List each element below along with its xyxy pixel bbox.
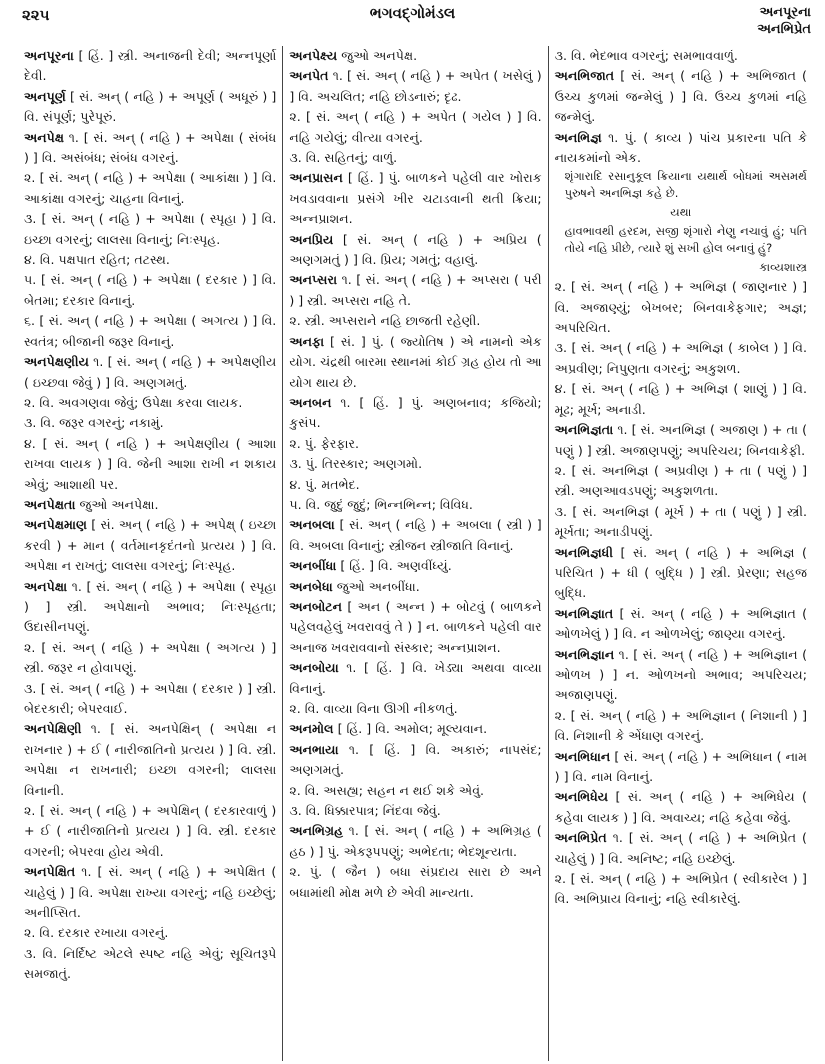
dictionary-entry xyxy=(555,645,807,747)
entry-headword: અનભિધેય xyxy=(554,789,609,805)
quote-source: કાવ્યશાસ્ત્ર xyxy=(759,259,807,274)
dictionary-entry xyxy=(289,740,541,822)
entry-headword: અનપેક્ષિત xyxy=(24,864,76,880)
page-number: ૨૨૫ xyxy=(22,6,50,24)
sense-text: ૧. [ સં. અન્ ( નહિ ) + અપેક્ષા ( સ્પૃહા ) ] સ્ત્રી. અપેક્ષાનો અભાવ; નિઃસ્પૃહતા; ઉદાસીનપણું. xyxy=(24,578,277,635)
sense-text: ૩. વિ. જરૂર વગરનું; નકામું. xyxy=(24,415,164,431)
entry-sense xyxy=(289,821,541,862)
entry-sense xyxy=(289,148,541,168)
dictionary-entry xyxy=(555,46,807,66)
entry-sense xyxy=(289,332,541,393)
dictionary-entry xyxy=(289,597,541,658)
entry-headword: અનભિધાન xyxy=(554,748,611,764)
entry-headword: અનપ્રિય xyxy=(289,231,334,247)
sense-text: ૧. [ સં. અન્ ( નહિ ) + અપ્સરા ( પરી ) ] સ્ત્રી. અપ્સરા નહિ તે. xyxy=(289,272,542,308)
sense-text: ૧. [ સં. અન્ ( નહિ ) + અભિગ્રહ ( હઠ ) ] પું. એકરૂપપણું; અભેદતા; ભેદશૂન્યતા. xyxy=(289,823,542,859)
sense-text: ૨. વિ. અવગણવા જેવું; ઉપેક્ષા કરવા લાયક. xyxy=(24,394,243,410)
entry-sense xyxy=(24,434,276,495)
sense-text: ૧. [ સં. અનપેક્ષિન્ ( અપેક્ષા ન રાખનાર ) + ઈ ( નારીજાતિનો પ્રત્યય ) ] વિ. સ્ત્રી. અપેક્ષા ન રાખનારી; ઇચ્છા વગરની; લાલસા વિનાની. xyxy=(24,721,277,798)
sense-text: ૩. વિ. ધિક્કારપાત્ર; નિંદવા જેવું. xyxy=(289,803,441,819)
dictionary-entry xyxy=(555,66,807,127)
sense-text: ૧. [ સં. અન્ ( નહિ ) + અપેક્ષા ( સંબંધ ) ] વિ. અસંબંધ; સંબંધ વગરનું. xyxy=(24,129,277,166)
sense-text: ૧. [ સં. અન્ ( નહિ ) + અપેક્ષિત ( ચાહેલું ) ] વિ. અપેક્ષા રાખ્યા વગરનું; નહિ ઇચ્છેલું; અનીપ્સિત. xyxy=(24,864,277,921)
sense-text: ૨. પું. ( જૈન ) બધા સંપ્રદાય સારા છે અને બધામાંથી મોક્ષ મળે છે એવી માન્યતા. xyxy=(289,864,542,900)
entry-sense xyxy=(24,209,276,250)
sense-text: ૩. [ સં. અનભિજ્ઞ ( મૂર્ખ ) + તા ( પણું ) ] સ્ત્રી. મૂર્ખતા; અનાડીપણું. xyxy=(554,503,807,540)
entry-headword: અનફા xyxy=(289,333,325,349)
sense-text: [ સં. અન્ ( નહિ ) + અભિજ્ઞ ( પરિચિત ) + ધી ( બુદ્ધિ ) ] સ્ત્રી. પ્રેરણા; સહજ બુદ્ધિ. xyxy=(554,544,807,601)
entry-sense xyxy=(555,543,807,604)
entry-sense xyxy=(24,393,276,413)
page-header xyxy=(0,0,825,44)
dictionary-entry xyxy=(555,828,807,910)
entry-headword: અનપેક્ષા xyxy=(24,578,68,594)
dictionary-entry xyxy=(24,577,276,720)
entry-headword: અનભિગ્રહ xyxy=(289,823,344,839)
entry-headword: અનબોટન xyxy=(289,598,342,614)
entry-sense xyxy=(24,168,276,209)
entry-sense xyxy=(555,420,807,461)
entry-sense xyxy=(555,869,807,910)
guide-word-first: અનપૂરના xyxy=(759,5,811,20)
entry-headword: અનપેક્ષ્ય xyxy=(289,48,338,63)
sense-text: [ સં. અન્ ( નહિ ) + અપેક્ષ્ ( ઇચ્છા કરવી ) + માન ( વર્તમાનકૃદંતનો પ્રત્યય ) ] વિ. અપેક્ષા ન રાખતું; લાલસા વગરનું; નિઃસ્પૃહ. xyxy=(24,517,277,574)
sense-text: [ સં. અન્ ( નહિ ) + અભિધેય ( કહેવા લાયક ) ] વિ. અવાચ્ય; નહિ કહેવા જેવું. xyxy=(554,789,807,825)
entry-headword: અનપૂર્ણ xyxy=(24,88,66,104)
dictionary-entry xyxy=(289,577,541,597)
entry-sense xyxy=(555,66,807,127)
dictionary-columns xyxy=(18,46,813,1061)
dictionary-entry xyxy=(555,128,807,420)
entry-headword: અનપૂરના xyxy=(24,48,74,63)
entry-headword: અનપેક્ષમાણ xyxy=(24,517,87,533)
entry-headword: અનમોલ xyxy=(289,721,334,737)
column-2 xyxy=(282,46,547,1061)
sense-text: ૨. વિ. અસહ્ય; સહન ન થઈ શકે એવું. xyxy=(289,782,485,798)
entry-sense xyxy=(289,862,541,903)
entry-headword: અનબીંધા xyxy=(289,558,337,574)
entry-sense xyxy=(24,719,276,801)
entry-sense xyxy=(555,706,807,747)
entry-sense xyxy=(289,168,541,229)
entry-sense xyxy=(24,679,276,720)
entry-sense xyxy=(24,862,276,923)
sense-text: જુઓ અનબીંધા. xyxy=(336,578,420,594)
entry-headword: અનપેત xyxy=(289,68,329,84)
sense-text: [ હિં. ] વિ. અણવીંધ્યું. xyxy=(340,558,452,574)
entry-headword: અનપ્રાસન xyxy=(289,170,343,186)
sense-text: ૧. પું. ( કાવ્ય ) પાંચ પ્રકારના પતિ કે નાયકમાંનો એક. xyxy=(554,129,807,166)
entry-sense xyxy=(555,502,807,543)
dictionary-entry xyxy=(289,556,541,576)
entry-sense xyxy=(289,270,541,311)
sense-text: [ સં. અન્ ( નહિ ) + અપૂર્ણ ( અધૂરું ) ] વિ. સંપૂર્ણ; પુરેપૂરું. xyxy=(24,88,277,125)
dictionary-entry xyxy=(24,87,276,128)
entry-sense xyxy=(289,454,541,474)
entry-sense xyxy=(289,495,541,515)
entry-sense xyxy=(24,515,276,576)
entry-headword: અનબેધા xyxy=(289,578,333,594)
entry-sense: ૪. [ સં. અન્ ( નહિ ) + અભિજ્ઞ ( શાણું ) ] વિ. મૂઢ; મૂર્ખ; અનાડી. xyxy=(554,381,807,417)
entry-sense xyxy=(24,352,276,393)
book-title: ભગવદ્ગોમંડલ xyxy=(369,4,456,22)
entry-sense xyxy=(24,46,276,87)
sense-text: [ હિં. ] વિ. અમોલ; મૂલ્યવાન. xyxy=(337,721,488,737)
entry-sense: ૩. [ સં. અન્ ( નહિ ) + અભિજ્ઞ ( કાબેલ ) ] વિ. અપ્રવીણ; નિપુણતા વગરનું; અકુશળ. xyxy=(554,340,807,376)
dictionary-entry xyxy=(289,270,541,331)
sense-text: ૨. [ સં. અન્ ( નહિ ) + અભિજ્ઞાન ( નિશાની ) ] વિ. નિશાની કે એંધાણ વગરનું. xyxy=(554,707,807,744)
entry-headword: અનભિજ્ઞાત xyxy=(554,605,614,621)
sense-text: ૨. સ્ત્રી. અપ્સરાને નહિ છાજતી રહેણી. xyxy=(289,313,481,329)
entry-sense xyxy=(289,230,541,271)
entry-sense xyxy=(24,270,276,311)
entry-sense xyxy=(289,515,541,556)
sense-text: ૨. [ સં. અન્ ( નહિ ) + અપેક્ષા ( આકાંક્ષા ) ] વિ. આકાંક્ષા વગરનું; ચાહના વિનાનું. xyxy=(24,170,277,206)
entry-sense xyxy=(289,46,541,66)
sense-text: ૩. [ સં. અન્ ( નહિ ) + અપેક્ષા ( સ્પૃહા ) ] વિ. ઇચ્છા વગરનું; લાલસા વિનાનું; નિઃસ્પૃહ. xyxy=(24,211,277,247)
entry-sense xyxy=(24,577,276,638)
sense-text: [ સં. અન્ ( નહિ ) + અભિજાત ( ઉચ્ચ કુળમાં જન્મેલું ) ] વિ. ઉચ્ચ કુળમાં નહિ જન્મેલું. xyxy=(554,68,807,125)
entry-sense xyxy=(289,434,541,454)
entry-sense xyxy=(289,66,541,107)
dictionary-entry xyxy=(24,719,276,862)
entry-sense xyxy=(289,311,541,331)
entry-sense xyxy=(24,128,276,169)
entry-sense xyxy=(289,475,541,495)
entry-sense xyxy=(555,645,807,706)
sense-text: ૩. વિ. સહિતનું; વાળું. xyxy=(289,150,398,166)
entry-headword: અનભિપ્રેત xyxy=(554,830,607,846)
entry-sense xyxy=(289,740,541,781)
entry-headword: અનભિજ્ઞ xyxy=(554,129,602,145)
sense-text: ૨. વિ. વાવ્યા વિના ઊગી નીકળતું. xyxy=(289,701,458,716)
entry-sense: ૨. [ સં. અન્ ( નહિ ) + અભિજ્ઞ ( જાણનાર ) ] વિ. અજાણ્યું; બેખબર; બિનવાકેફગાર; અજ્ઞ; અપરિચિત. xyxy=(554,279,807,336)
dictionary-entry xyxy=(555,543,807,604)
column-3 xyxy=(548,46,813,1061)
entry-headword: અનપ્સરા xyxy=(289,272,338,288)
sense-text: ૨. [ સં. અન્ ( નહિ ) + અપેક્ષા ( અગત્ય ) ] સ્ત્રી. જરૂર ન હોવાપણું. xyxy=(24,639,277,676)
verse-quote: હાવભાવથી હરદમ, સજી શૃંગારો નેણુ નચાવું હું; પતિ તોયે નહિ પ્રીછે, ત્યારે શું સખી હોલ બનાવું હું? xyxy=(564,223,807,255)
sense-text: ૨. પું. ફેરફાર. xyxy=(289,435,360,451)
entry-sense xyxy=(24,801,276,862)
usage-note: શૃંગારાદિ રસાનુકૂલ ક્રિયાના યથાર્થ બોધમાં અસમર્થ પુરુષને અનભિજ્ઞ કહે છે. xyxy=(564,169,807,201)
entry-sense xyxy=(289,393,541,434)
entry-sense xyxy=(289,781,541,801)
sense-text: [ સં. અન્ ( નહિ ) + અભિધાન ( નામ ) ] વિ. નામ વિનાનું. xyxy=(554,748,807,784)
sense-text: ૧. [ સં. અન્ ( નહિ ) + અપેત ( ખસેલું ) ] વિ. અચલિત; નહિ છોડનારું; દૃઢ. xyxy=(289,68,542,104)
entry-headword: અનભિજ્ઞતા xyxy=(554,422,614,438)
sense-text: ૨. [ સં. અન્ ( નહિ ) + અભિપ્રેત ( સ્વીકારેલ ) ] વિ. અભિપ્રાય વિનાનું; નહિ સ્વીકારેલું. xyxy=(554,871,807,907)
dictionary-entry xyxy=(289,515,541,556)
example-label: યથા xyxy=(670,205,692,220)
entry-sense xyxy=(555,828,807,869)
entry-sense xyxy=(24,250,276,270)
dictionary-entry xyxy=(555,787,807,828)
sense-text: [ હિં. ] પું. બાળકને પહેલી વાર ખોરાક ખવડાવવાના પ્રસંગે ખીર ચટાડવાની થતી ક્રિયા; અન્નપ્રાશન. xyxy=(289,170,542,227)
sense-text: ૬. [ સં. અન્ ( નહિ ) + અપેક્ષા ( અગત્ય ) ] વિ. સ્વતંત્ર; બીજાની જરૂર વિનાનું. xyxy=(24,313,277,349)
entry-headword: અનભાયા xyxy=(289,741,339,757)
entry-sense xyxy=(289,577,541,597)
entry-sense xyxy=(24,87,276,128)
entry-headword: અનભિજ્ઞધી xyxy=(554,544,613,560)
guide-words xyxy=(757,4,811,38)
sense-text: [ સં. અન્ ( નહિ ) + અબલા ( સ્ત્રી ) ] વિ. અબલા વિનાનું; સ્ત્રીજન સ્ત્રીજાતિ વિનાનું. xyxy=(289,517,542,553)
sense-text: ૩. [ સં. અન્ ( નહિ ) + અપેક્ષા ( દરકાર ) ] સ્ત્રી. બેદરકારી; બેપરવાઈ. xyxy=(24,680,277,716)
entry-sense xyxy=(24,311,276,352)
sense-text: ૩. વિ. ભેદભાવ વગરનું; સમભાવવાળું. xyxy=(554,48,738,63)
dictionary-entry xyxy=(555,747,807,788)
entry-headword: અનપેક્ષણીય xyxy=(24,354,89,370)
dictionary-entry xyxy=(289,230,541,271)
dictionary-entry xyxy=(24,495,276,515)
entry-sense xyxy=(289,658,541,699)
column-1 xyxy=(18,46,282,1061)
entry-sense xyxy=(555,461,807,502)
entry-sense xyxy=(24,495,276,515)
sense-text: ૪. પું. મતભેદ. xyxy=(289,476,360,492)
sense-text: ૪. વિ. પક્ષપાત રહિત; તટસ્થ. xyxy=(24,252,170,268)
sense-text: ૩. પું. તિરસ્કાર; અણગમો. xyxy=(289,456,423,472)
entry-sense xyxy=(289,556,541,576)
entry-headword: અનભિજ્ઞાન xyxy=(554,646,615,662)
dictionary-entry xyxy=(289,66,541,168)
dictionary-entry xyxy=(289,393,541,515)
entry-headword: અનબોયા xyxy=(289,660,339,676)
sense-text: ૪. [ સં. અન્ ( નહિ ) + અપેક્ષણીય ( આશા રાખવા લાયક ) ] વિ. જેની આશા રાખી ન શકાય એવું; આશાથી પર. xyxy=(24,435,277,492)
entry-sense xyxy=(24,923,276,943)
sense-text: ૫. વિ. જુદું જુદું; ભિન્નભિન્ન; વિવિધ. xyxy=(289,496,473,512)
sense-text: ૫. [ સં. અન્ ( નહિ ) + અપેક્ષા ( દરકાર ) ] વિ. બેતમા; દરકાર વિનાનું. xyxy=(24,272,277,308)
dictionary-entry xyxy=(289,168,541,229)
entry-sense xyxy=(555,747,807,788)
dictionary-entry xyxy=(289,821,541,903)
entry-sense xyxy=(24,944,276,985)
entry-sense xyxy=(555,604,807,645)
entry-sense xyxy=(555,787,807,828)
dictionary-entry xyxy=(555,420,807,542)
entry-sense xyxy=(289,699,541,719)
sense-text: જુઓ અનપેક્ષા. xyxy=(79,496,159,512)
entry-headword: અનબલા xyxy=(289,517,335,533)
entry-sense xyxy=(289,719,541,739)
dictionary-entry xyxy=(24,862,276,984)
dictionary-entry xyxy=(555,604,807,645)
entry-headword: અનપેક્ષતા xyxy=(24,496,76,512)
entry-sense xyxy=(289,107,541,148)
sense-text: ૧. [ સં. અન્ ( નહિ ) + અભિપ્રેત ( ચાહેલું ) ] વિ. અનિષ્ટ; નહિ ઇચ્છેલું. xyxy=(554,830,807,866)
entry-headword: અનપેક્ષિણી xyxy=(24,721,82,737)
sense-text: ૧. [ સં. અન્ ( નહિ ) + અભિજ્ઞાન ( ઓળખ ) ] ન. ઓળખનો અભાવ; અપરિચય; અજાણપણું. xyxy=(554,646,807,703)
entry-sense xyxy=(555,46,807,66)
dictionary-entry xyxy=(24,46,276,87)
entry-sense xyxy=(289,801,541,821)
entry-headword: અનબન xyxy=(289,394,332,410)
entry-headword: અનપેક્ષ xyxy=(24,129,64,145)
sense-text: ૧. [ હિં. ] વિ. ખેડ્યા અથવા વાવ્યા વિનાનું. xyxy=(289,660,542,696)
sense-text: [ હિં. ] સ્ત્રી. અનાજની દેવી; અન્નપૂર્ણા દેવી. xyxy=(24,48,277,84)
sense-text: ૧. [ સં. અન્ ( નહિ ) + અપેક્ષણીય ( ઇચ્છવા જેવું ) ] વિ. અણગમતું. xyxy=(24,354,277,390)
sense-text: [ અન ( અન્ન ) + બોટવું ( બાળકને પહેલવહેલું ખવરાવવું તે ) ] ન. બાળકને પહેલી વાર અનાજ ખવરાવવાનો સંસ્કાર; અન્નપ્રાશન. xyxy=(289,598,542,655)
sense-text: ૧. [ હિં. ] વિ. અકારું; નાપસંદ; અણગમતું. xyxy=(289,741,542,778)
dictionary-entry xyxy=(289,46,541,66)
sense-text: ૧. [ સં. અનભિજ્ઞ ( અજાણ ) + તા ( પણું ) ] સ્ત્રી. અજાણપણું; અપરિચય; બિનવાકેફી. xyxy=(554,422,807,458)
entry-sense xyxy=(555,128,807,169)
sense-text: [ સં. અન્ ( નહિ ) + અભિજ્ઞાત ( ઓળખેલું ) ] વિ. ન ઓળખેલું; જાણ્યા વગરનું. xyxy=(554,605,807,642)
entry-sense xyxy=(24,413,276,433)
sense-text: ૨. [ સં. અન્ ( નહિ ) + અપેત ( ગયેલ ) ] વિ. નહિ ગયેલું; વીત્યા વગરનું. xyxy=(289,109,542,145)
sense-text: [ સં. ] પું. ( જ્યોતિષ ) એ નામનો એક યોગ. ચંદ્રથી બારમા સ્થાનમાં કોઈ ગ્રહ હોય તો આ યોગ થાય છે. xyxy=(289,333,542,390)
sense-text: ૨. [ સં. અનભિજ્ઞ ( અપ્રવીણ ) + તા ( પણું ) ] સ્ત્રી. અણઆવડપણું; અકુશળતા. xyxy=(554,462,807,499)
entry-sense xyxy=(24,638,276,679)
dictionary-entry xyxy=(24,515,276,576)
dictionary-entry xyxy=(24,352,276,495)
sense-text: ૩. વિ. નિર્દિષ્ટ એટલે સ્પષ્ટ નહિ એવું; સૂચિતરૂપે સમજાતું. xyxy=(24,945,277,982)
sense-text: ૧. [ હિં. ] પું. અણબનાવ; કજિયો; કુસંપ. xyxy=(289,394,542,431)
sense-text: જુઓ અનપેક્ષ. xyxy=(341,48,418,63)
dictionary-entry xyxy=(289,719,541,739)
entry-headword: અનભિજાત xyxy=(554,68,615,84)
sense-text: ૨. વિ. દરકાર રખાયા વગરનું. xyxy=(24,925,169,941)
guide-word-last: અનભિપ્રેત xyxy=(757,22,811,37)
dictionary-entry xyxy=(24,128,276,352)
sense-text: ૨. [ સં. અન્ ( નહિ ) + અપેક્ષિન્ ( દરકારવાળું ) + ઈ ( નારીજાતિનો પ્રત્યય ) ] વિ. સ્ત્રી. દરકાર વગરની; બેપરવા હોય એવી. xyxy=(24,803,277,859)
dictionary-entry xyxy=(289,332,541,393)
sense-text: [ સં. અન્ ( નહિ ) + અપ્રિય ( અણગમતું ) ] વિ. પ્રિય; ગમતું; વહાલું. xyxy=(289,231,542,268)
entry-sense xyxy=(289,597,541,658)
dictionary-entry xyxy=(289,658,541,719)
